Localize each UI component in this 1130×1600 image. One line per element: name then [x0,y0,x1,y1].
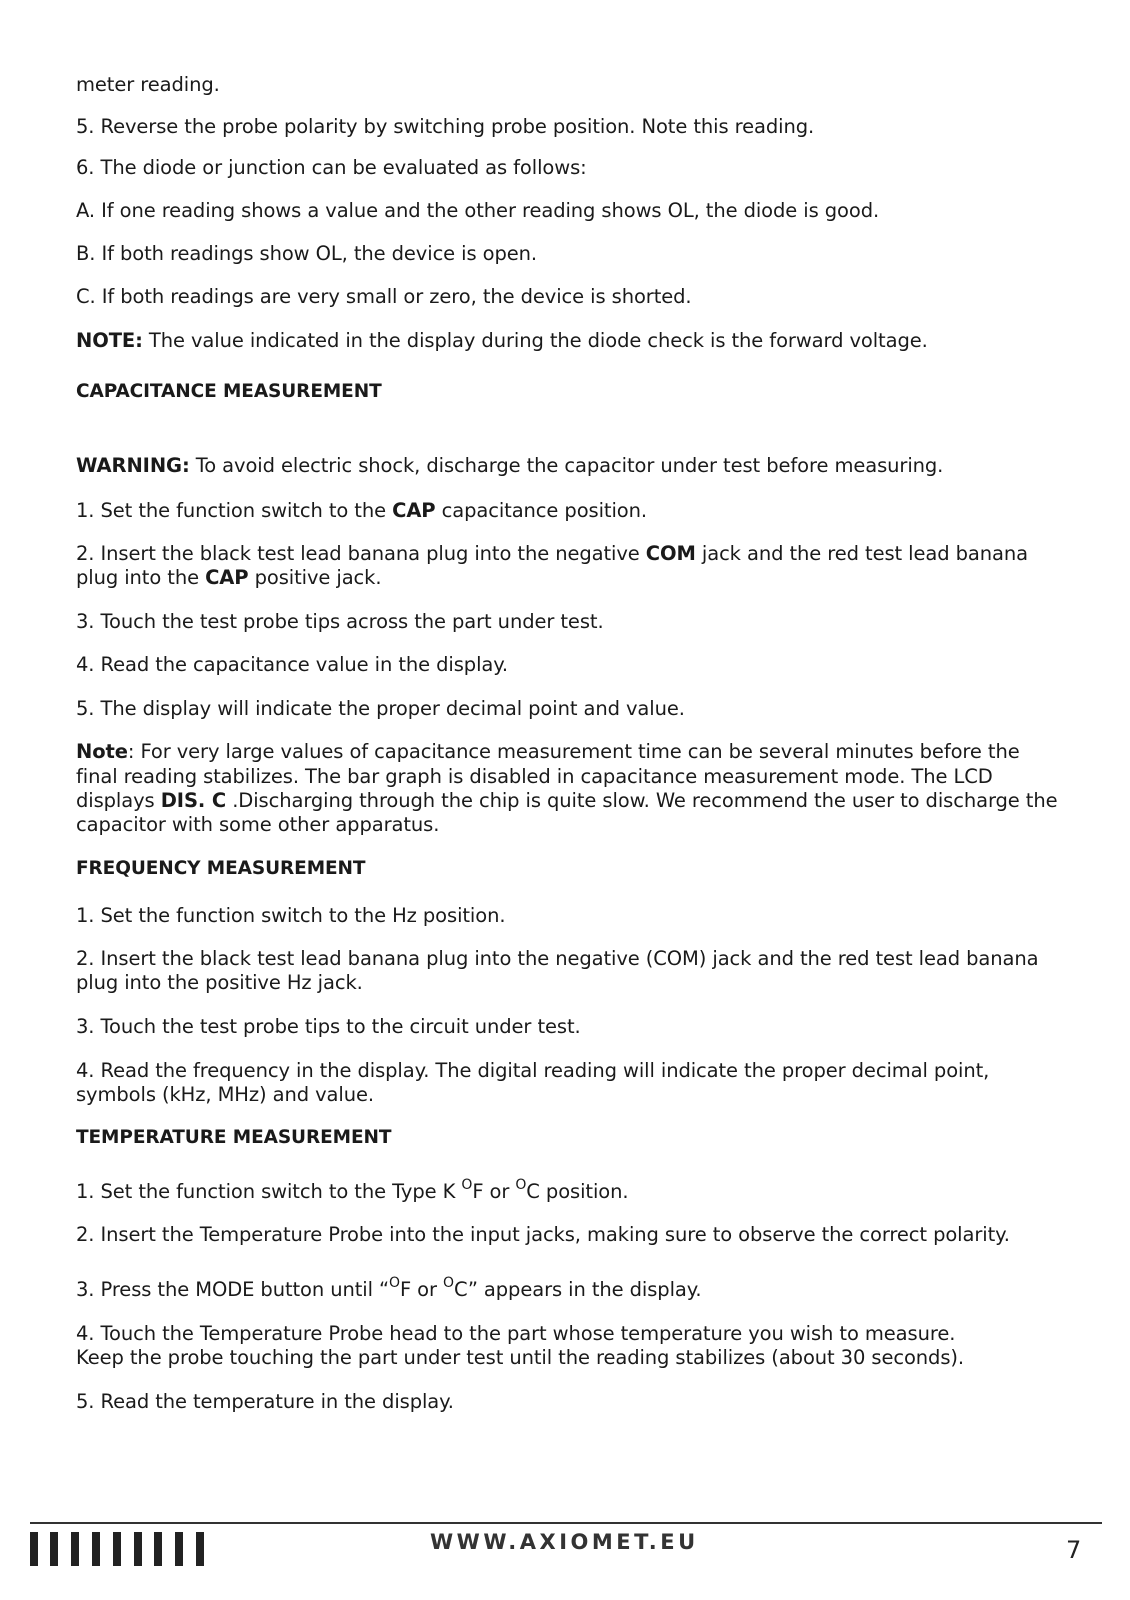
capacitance-note-line-3: displays DIS. C .Discharging through the chip is quite slow. We recommend the user to discharge the [76,789,1058,812]
warning-label: WARNING: [76,454,190,477]
diode-note: NOTE: The value indicated in the display during the diode check is the forward voltage. [76,329,928,352]
brand-bar [71,1532,79,1566]
capacitance-step-1: 1. Set the function switch to the CAP capacitance position. [76,499,647,522]
capacitance-note-line-2: final reading stabilizes. The bar graph is disabled in capacitance measurement mode. The LCD [76,765,993,788]
brand-bar [92,1532,100,1566]
text-line: 6. The diode or junction can be evaluated as follows: [76,156,587,179]
temperature-heading: TEMPERATURE MEASUREMENT [76,1127,392,1148]
brand-bar [154,1532,162,1566]
brand-bar [175,1532,183,1566]
capacitance-step-4: 4. Read the capacitance value in the display. [76,653,509,676]
temperature-step-2: 2. Insert the Temperature Probe into the input jacks, making sure to observe the correct polarity. [76,1223,1010,1246]
frequency-step-2: 2. Insert the black test lead banana plug into the negative (COM) jack and the red test lead banana [76,947,1039,970]
capacitance-warning: WARNING: To avoid electric shock, discharge the capacitor under test before measuring. [76,454,944,477]
note-label: Note [76,740,128,763]
text-line: meter reading. [76,73,220,96]
capacitance-step-3: 3. Touch the test probe tips across the part under test. [76,610,604,633]
brand-bar [50,1532,58,1566]
capacitance-step-2-cont: plug into the CAP positive jack. [76,566,382,589]
degree-symbol: O [389,1275,400,1291]
degree-symbol: O [515,1177,527,1193]
degree-symbol: O [461,1177,473,1193]
brand-bar [134,1532,142,1566]
text-line: A. If one reading shows a value and the other reading shows OL, the diode is good. [76,199,880,222]
footer-divider [30,1522,1102,1524]
page-number: 7 [1066,1536,1082,1564]
degree-symbol: O [443,1275,454,1291]
note-label: NOTE: [76,329,143,352]
temperature-step-1: 1. Set the function switch to the Type K $^O$F or $^O$C position. [76,1177,629,1203]
text-line: C. If both readings are very small or zero, the device is shorted. [76,285,692,308]
capacitance-step-2: 2. Insert the black test lead banana plug into the negative COM jack and the red test lead banana [76,542,1028,565]
brand-bar [113,1532,121,1566]
frequency-step-4-cont: symbols (kHz, MHz) and value. [76,1083,374,1106]
frequency-heading: FREQUENCY MEASUREMENT [76,858,366,879]
brand-bar [196,1532,204,1566]
frequency-step-3: 3. Touch the test probe tips to the circuit under test. [76,1015,581,1038]
temperature-step-5: 5. Read the temperature in the display. [76,1390,454,1413]
temperature-step-3: 3. Press the MODE button until “$^O$F or $^O$C” appears in the display. [76,1275,702,1301]
frequency-step-1: 1. Set the function switch to the Hz position. [76,904,506,927]
footer-website: WWW.AXIOMET.EU [430,1530,699,1554]
capacitance-note-line-1: Note: For very large values of capacitance measurement time can be several minutes before the [76,740,1020,763]
frequency-step-4: 4. Read the frequency in the display. The digital reading will indicate the proper decimal point, [76,1059,990,1082]
temperature-step-4: 4. Touch the Temperature Probe head to the part whose temperature you wish to measure. [76,1322,956,1345]
text-line: B. If both readings show OL, the device is open. [76,242,538,265]
capacitance-note-line-4: capacitor with some other apparatus. [76,813,440,836]
brand-bar [30,1532,38,1566]
capacitance-heading: CAPACITANCE MEASUREMENT [76,381,382,402]
capacitance-step-5: 5. The display will indicate the proper decimal point and value. [76,697,685,720]
text-line: 5. Reverse the probe polarity by switching probe position. Note this reading. [76,115,815,138]
temperature-step-4-cont: Keep the probe touching the part under test until the reading stabilizes (about 30 seconds). [76,1346,965,1369]
frequency-step-2-cont: plug into the positive Hz jack. [76,971,363,994]
